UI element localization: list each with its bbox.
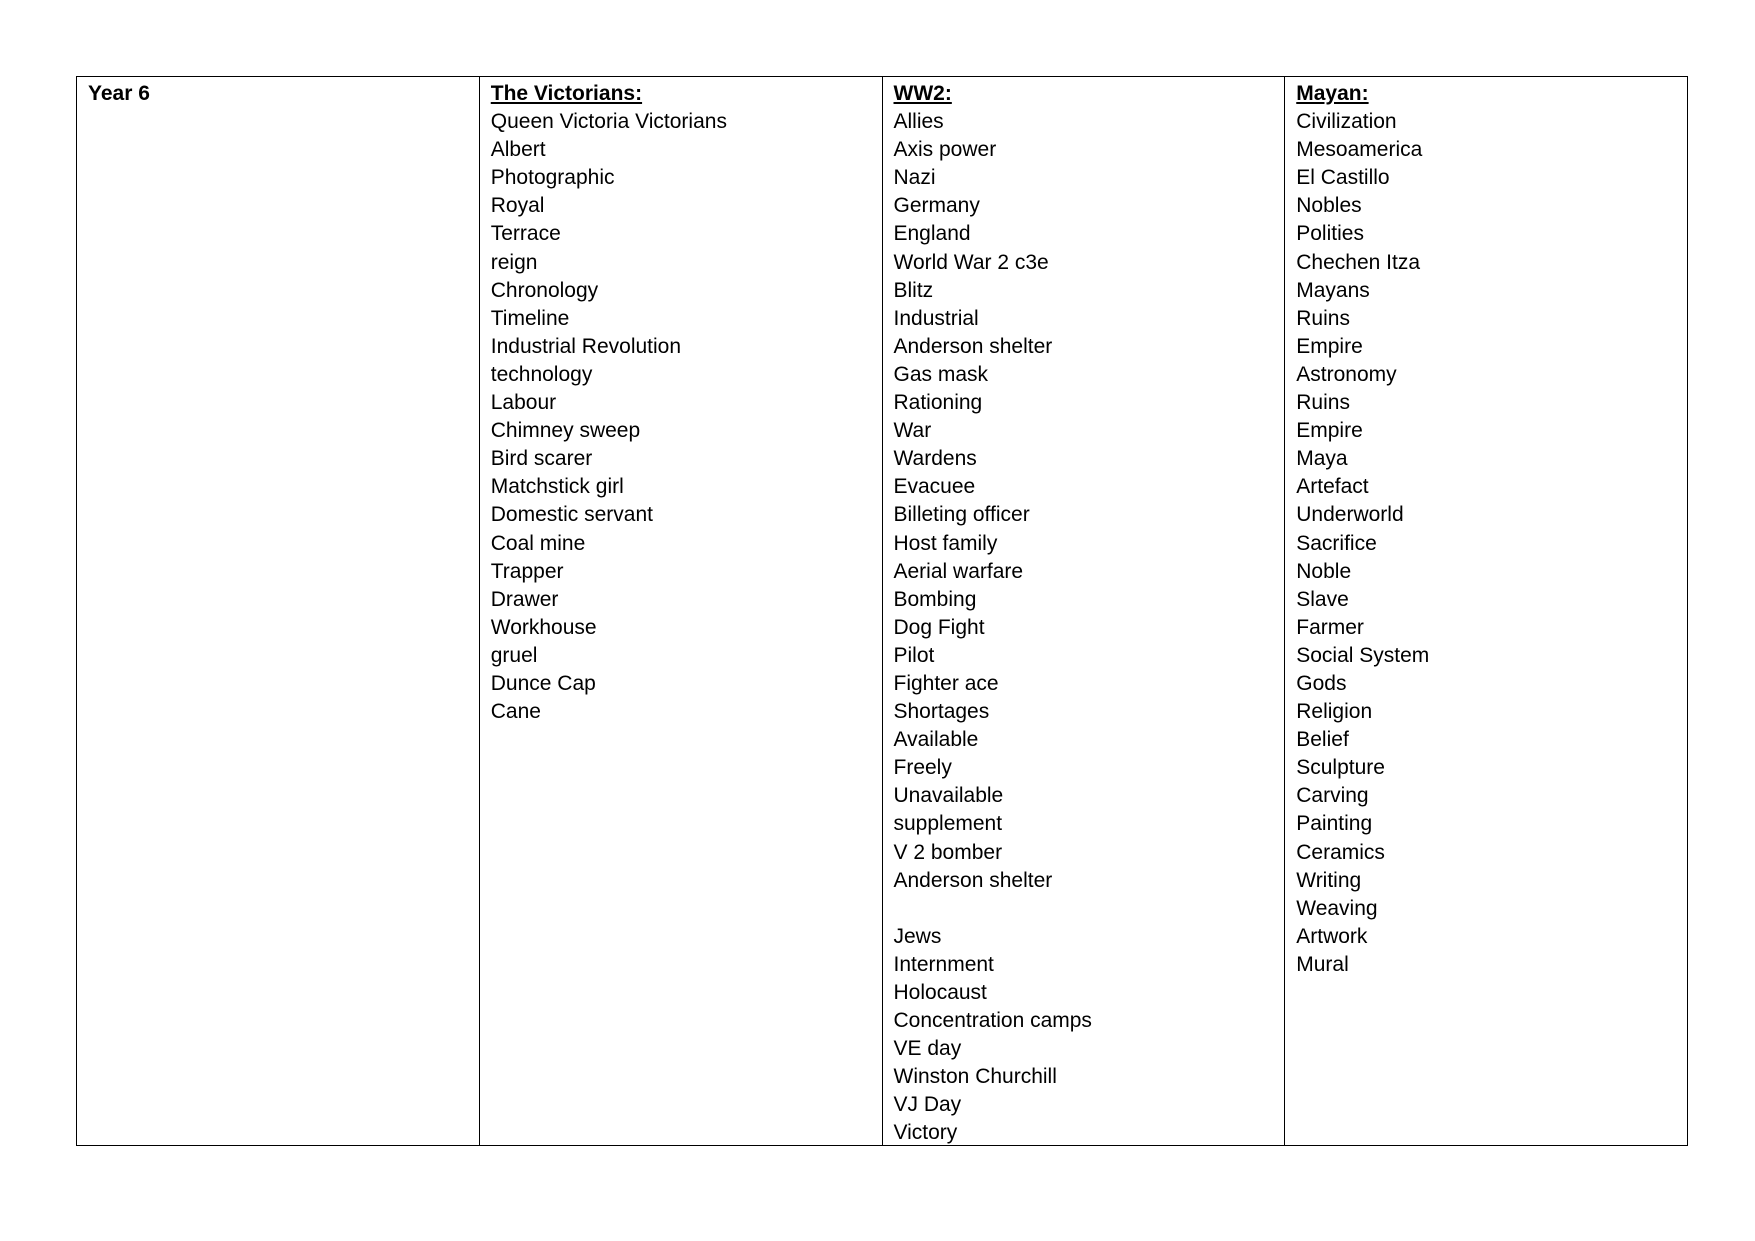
vocab-term: Trapper	[490, 559, 564, 583]
mayan-heading: Mayan:	[1296, 82, 1369, 105]
vocab-term: Nazi	[893, 166, 936, 190]
vocab-term: Albert	[490, 138, 546, 162]
vocab-term: Queen Victoria Victorians	[490, 110, 727, 134]
vocab-term	[894, 895, 1274, 923]
vocab-term: Allies	[893, 110, 944, 134]
vocab-term: Empire	[1296, 334, 1363, 358]
vocab-term: Blitz	[893, 278, 934, 302]
vocab-term: Weaving	[1296, 896, 1378, 920]
vocab-term: Industrial	[893, 306, 979, 330]
vocab-term: El Castillo	[1296, 166, 1390, 190]
vocab-term: Chechen Itza	[1296, 250, 1420, 274]
vocab-term: Wardens	[893, 447, 977, 471]
vocab-term: England	[893, 222, 971, 246]
vocabulary-table	[76, 76, 1688, 1146]
vocab-term: Holocaust	[893, 981, 987, 1004]
vocab-term: VJ Day	[893, 1093, 962, 1117]
vocab-term: Religion	[1296, 700, 1373, 724]
vocab-term: Artwork	[1296, 924, 1368, 948]
year-column	[77, 77, 480, 1145]
vocab-term: War	[893, 419, 932, 443]
vocab-term: Dog Fight	[893, 615, 985, 639]
vocab-term: Jews	[893, 924, 942, 948]
vocab-term: Timeline	[490, 306, 570, 330]
vocab-term: Astronomy	[1296, 362, 1397, 386]
vocab-term: Labour	[490, 391, 557, 415]
vocab-term: Mesoamerica	[1296, 138, 1423, 162]
vocab-term: Available	[893, 728, 979, 752]
vocab-term: Industrial Revolution	[490, 334, 682, 358]
vocab-term: Sacrifice	[1296, 531, 1377, 555]
vocab-term: Chronology	[490, 278, 599, 302]
victorians-term-list	[491, 108, 871, 726]
vocab-term: Ruins	[1296, 391, 1350, 415]
vocab-term: Noble	[1296, 559, 1352, 583]
vocab-term: Winston Churchill	[893, 1065, 1057, 1089]
vocab-term: Farmer	[1296, 615, 1364, 639]
vocab-term: Billeting officer	[893, 503, 1030, 527]
vocab-term: Matchstick girl	[490, 475, 624, 499]
vocab-term: Empire	[1296, 419, 1363, 443]
vocab-term: Fighter ace	[893, 671, 999, 695]
vocab-term: Ceramics	[1296, 840, 1385, 864]
vocab-term: Victory	[893, 1121, 958, 1145]
vocab-term: Terrace	[490, 222, 561, 246]
vocab-term: Dunce Cap	[490, 671, 596, 695]
vocab-term: World War 2 c3e	[893, 250, 1049, 274]
vocab-term: Bombing	[893, 587, 977, 611]
vocab-term: Civilization	[1296, 110, 1397, 134]
vocab-term: Mural	[1296, 952, 1349, 976]
vocab-term: Domestic servant	[490, 503, 653, 527]
vocab-term: V 2 bomber	[893, 840, 1003, 864]
vocab-term: Evacuee	[893, 475, 976, 499]
vocab-term: Chimney sweep	[490, 419, 641, 443]
victorians-column	[480, 77, 883, 1145]
vocab-term: Gas mask	[893, 362, 989, 386]
ww2-term-list	[894, 108, 1274, 1145]
mayan-column	[1285, 77, 1687, 1145]
vocab-term: Belief	[1296, 728, 1349, 752]
vocab-term: VE day	[893, 1037, 962, 1061]
vocab-term: Sculpture	[1296, 756, 1385, 780]
mayan-term-list	[1296, 108, 1676, 979]
vocab-term: Germany	[893, 194, 980, 218]
vocab-term: Cane	[490, 700, 541, 724]
year-label: Year 6	[88, 82, 150, 105]
vocab-term: Freely	[893, 756, 952, 780]
vocab-term: Ruins	[1296, 306, 1350, 330]
vocab-term: Concentration camps	[893, 1009, 1092, 1033]
ww2-heading: WW2:	[893, 82, 952, 105]
vocab-term: Royal	[490, 194, 545, 218]
victorians-heading: The Victorians:	[490, 82, 643, 105]
vocab-term: Slave	[1296, 587, 1349, 611]
vocab-term: Pilot	[893, 643, 935, 667]
vocab-term: Axis power	[893, 138, 997, 162]
vocab-term: Internment	[893, 952, 994, 976]
vocab-term: Anderson shelter	[893, 868, 1053, 892]
vocab-term: Drawer	[490, 587, 559, 611]
vocab-term: gruel	[490, 643, 538, 667]
vocab-term: reign	[490, 250, 538, 274]
vocab-term: Social System	[1296, 643, 1430, 667]
vocab-term: Painting	[1296, 812, 1373, 836]
vocab-term: Workhouse	[490, 615, 597, 639]
vocab-term: Bird scarer	[490, 447, 593, 471]
vocab-term: Nobles	[1296, 194, 1362, 218]
vocab-term: Gods	[1296, 671, 1347, 695]
vocab-term: Shortages	[893, 700, 990, 724]
vocab-term: technology	[490, 362, 593, 386]
vocab-term: Photographic	[490, 166, 615, 190]
vocab-term: Underworld	[1296, 503, 1404, 527]
vocab-term: Rationing	[893, 391, 983, 415]
vocab-term: Artefact	[1296, 475, 1369, 499]
vocab-term: Anderson shelter	[893, 334, 1053, 358]
vocab-term: Mayans	[1296, 278, 1370, 302]
ww2-column	[883, 77, 1286, 1145]
vocab-term: supplement	[893, 812, 1003, 836]
vocab-term: Coal mine	[490, 531, 586, 555]
vocab-term: Unavailable	[893, 784, 1004, 808]
vocab-term: Writing	[1296, 868, 1362, 892]
vocab-term: Aerial warfare	[893, 559, 1024, 583]
vocab-term: Host family	[893, 531, 998, 555]
vocab-term: Maya	[1296, 447, 1348, 471]
vocab-term: Polities	[1296, 222, 1364, 246]
vocab-term: Carving	[1296, 784, 1369, 808]
